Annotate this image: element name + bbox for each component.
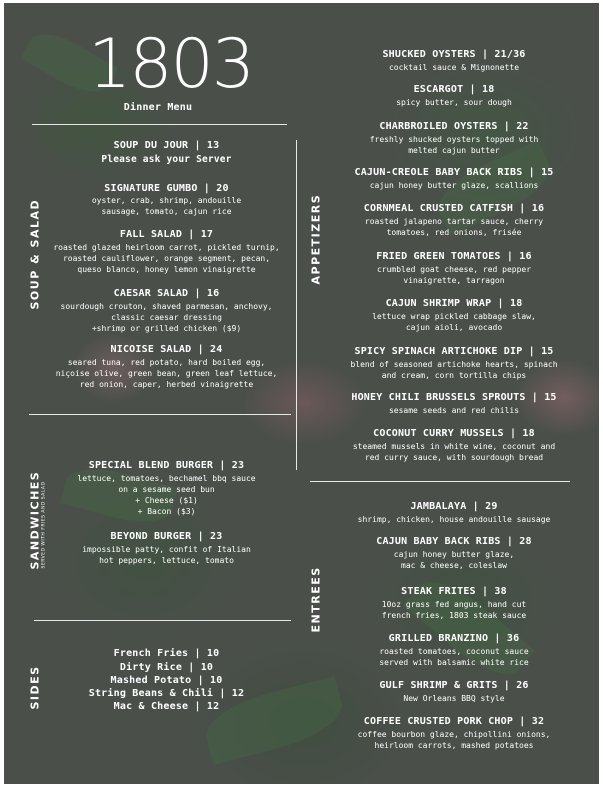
menu-item-desc: classic caesar dressing (111, 313, 222, 322)
menu-item-name: SIGNATURE GUMBO | 20 (104, 183, 229, 194)
menu-item-desc: crumbled goat cheese, red pepper (376, 265, 532, 274)
menu-item-name: SPECIAL BLEND BURGER | 23 (88, 460, 245, 471)
menu-item-name: ESCARGOT | 18 (413, 84, 495, 95)
menu-item-desc: french fries, 1803 steak sauce (381, 611, 527, 620)
menu-item-desc: blend of seasoned artichoke hearts, spinach (350, 360, 558, 369)
menu-item-name: CAJUN BABY BACK RIBS | 28 (376, 536, 532, 547)
side-item: French Fries | 10 (113, 648, 220, 659)
menu-item-desc: sausage, tomato, cajun rice (101, 207, 232, 216)
menu-item-desc: oyster, crab, shrimp, andouille (91, 196, 242, 205)
menu-item-desc: hot peppers, lettuce, tomato (99, 556, 234, 565)
menu-item-name: CHARBROILED OYSTERS | 22 (379, 121, 529, 132)
divider (29, 414, 291, 415)
menu-item-name: SHUCKED OYSTERS | 21/36 (382, 49, 526, 60)
menu-item-name: CAJUN SHRIMP WRAP | 18 (385, 298, 523, 309)
menu-item-desc: mac & cheese, coleslaw (401, 561, 507, 570)
menu-item-desc: shrimp, chicken, house andouille sausage (357, 515, 551, 524)
menu-item-desc: spicy butter, sour dough (396, 98, 512, 107)
menu-item-name: FALL SALAD | 17 (119, 229, 214, 240)
menu-item-name: SPICY SPINACH ARTICHOKE DIP | 15 (354, 346, 554, 357)
menu-item-desc: and cream, corn tortilla chips (381, 371, 527, 380)
menu-item-desc: melted cajun butter (408, 146, 500, 155)
menu-item-desc: tomatoes, red onions, frisée (386, 228, 522, 237)
menu-item-desc: impossible patty, confit of Italian (82, 545, 251, 554)
menu-item-desc: roasted glazed heirloom carrot, pickled turnip, (53, 243, 280, 252)
menu-item-desc: steamed mussels in white wine, coconut and (352, 442, 556, 451)
menu-item-desc: seared tuna, red potato, hard boiled egg, (67, 358, 266, 367)
section-label-sides: SIDES (28, 665, 42, 710)
menu-item-desc: niçoise olive, green bean, green leaf lettuce, (55, 369, 278, 378)
section-label-entrees: ENTREES (309, 566, 323, 633)
menu-item-desc: freshly shucked oysters topped with (369, 135, 539, 144)
menu-item-name: COFFEE CRUSTED PORK CHOP | 32 (363, 716, 545, 727)
divider (32, 124, 287, 125)
divider-vertical (296, 140, 297, 470)
menu-item-desc: roasted cauliflower, orange segment, pecan, (62, 254, 271, 263)
menu-item-name: NICOISE SALAD | 24 (110, 344, 223, 355)
divider (310, 481, 570, 482)
menu-item-name: STEAK FRITES | 38 (401, 586, 507, 597)
menu-item-name: JAMBALAYA | 29 (410, 501, 498, 512)
restaurant-logo: 1803 (88, 25, 254, 104)
menu-item-desc: queso blanco, honey lemon vinaigrette (77, 265, 256, 274)
menu-item-desc: roasted tomatoes, coconut sauce (379, 647, 529, 656)
menu-item-name: CAJUN-CREOLE BABY BACK RIBS | 15 (354, 167, 554, 178)
menu-item-desc: + Bacon ($3) (137, 507, 196, 516)
menu-item-desc: Please ask your Server (101, 154, 232, 165)
menu-item-desc: sesame seeds and red chilis (388, 406, 520, 415)
menu-item-desc: vinaigrette, tarragon (403, 276, 505, 285)
menu-item-desc: New Orleans BBQ style (403, 694, 505, 703)
menu-item-desc: on a sesame seed bun (118, 485, 215, 494)
divider (34, 620, 291, 621)
side-item: Dirty Rice | 10 (119, 662, 214, 673)
menu-item-desc: roasted jalapeno tartar sauce, cherry (364, 217, 544, 226)
menu-item-name: SOUP DU JOUR | 13 (113, 140, 220, 151)
menu-item-desc: lettuce wrap pickled cabbage slaw, (372, 312, 536, 321)
menu-item-desc: sourdough crouton, shaved parmesan, anchovy, (60, 302, 273, 311)
menu-item-name: GRILLED BRANZINO | 36 (388, 633, 520, 644)
menu-item-name: CAESAR SALAD | 16 (113, 288, 220, 299)
menu-item-name: BEYOND BURGER | 23 (110, 531, 223, 542)
menu-subtitle: Dinner Menu (123, 102, 193, 113)
dinner-menu (4, 3, 599, 784)
side-item: String Beans & Chili | 12 (88, 688, 245, 699)
side-item: Mac & Cheese | 12 (113, 701, 220, 712)
menu-item-name: FRIED GREEN TOMATOES | 16 (376, 251, 532, 262)
menu-item-desc: cajun honey butter glaze, scallions (369, 181, 539, 190)
menu-item-desc: 10oz grass fed angus, hand cut (381, 600, 527, 609)
menu-item-desc: red curry sauce, with sourdough bread (364, 453, 544, 462)
menu-item-name: HONEY CHILI BRUSSELS SPROUTS | 15 (351, 392, 557, 403)
menu-item-desc: coffee bourbon glaze, chipollini onions, (357, 730, 551, 739)
menu-item-desc: red onion, caper, herbed vinaigrette (79, 380, 254, 389)
menu-item-desc: heirloom carrots, mashed potatoes (374, 741, 534, 750)
menu-item-desc: +shrimp or grilled chicken ($9) (91, 324, 242, 333)
sandwiches-note: SERVED WITH FRIES AND SALAD (41, 481, 47, 569)
menu-item-desc: served with balsamic white rice (379, 658, 529, 667)
menu-item-desc: cajun honey butter glaze, (393, 550, 515, 559)
menu-item-name: CORNMEAL CRUSTED CATFISH | 16 (363, 203, 545, 214)
side-item: Mashed Potato | 10 (110, 675, 223, 686)
menu-item-desc: + Cheese ($1) (135, 496, 198, 505)
menu-item-name: COCONUT CURRY MUSSELS | 18 (373, 428, 535, 439)
section-label-appetizers: APPETIZERS (309, 193, 323, 285)
menu-item-name: GULF SHRIMP & GRITS | 26 (379, 680, 529, 691)
section-label-sandwiches: SANDWICHES (28, 470, 42, 570)
section-label-soup-salad: SOUP & SALAD (28, 198, 42, 310)
menu-item-desc: cajun aioli, avocado (405, 323, 503, 332)
menu-item-desc: cocktail sauce & Mignonette (388, 63, 520, 72)
menu-item-desc: lettuce, tomatoes, bechamel bbq sauce (77, 474, 256, 483)
